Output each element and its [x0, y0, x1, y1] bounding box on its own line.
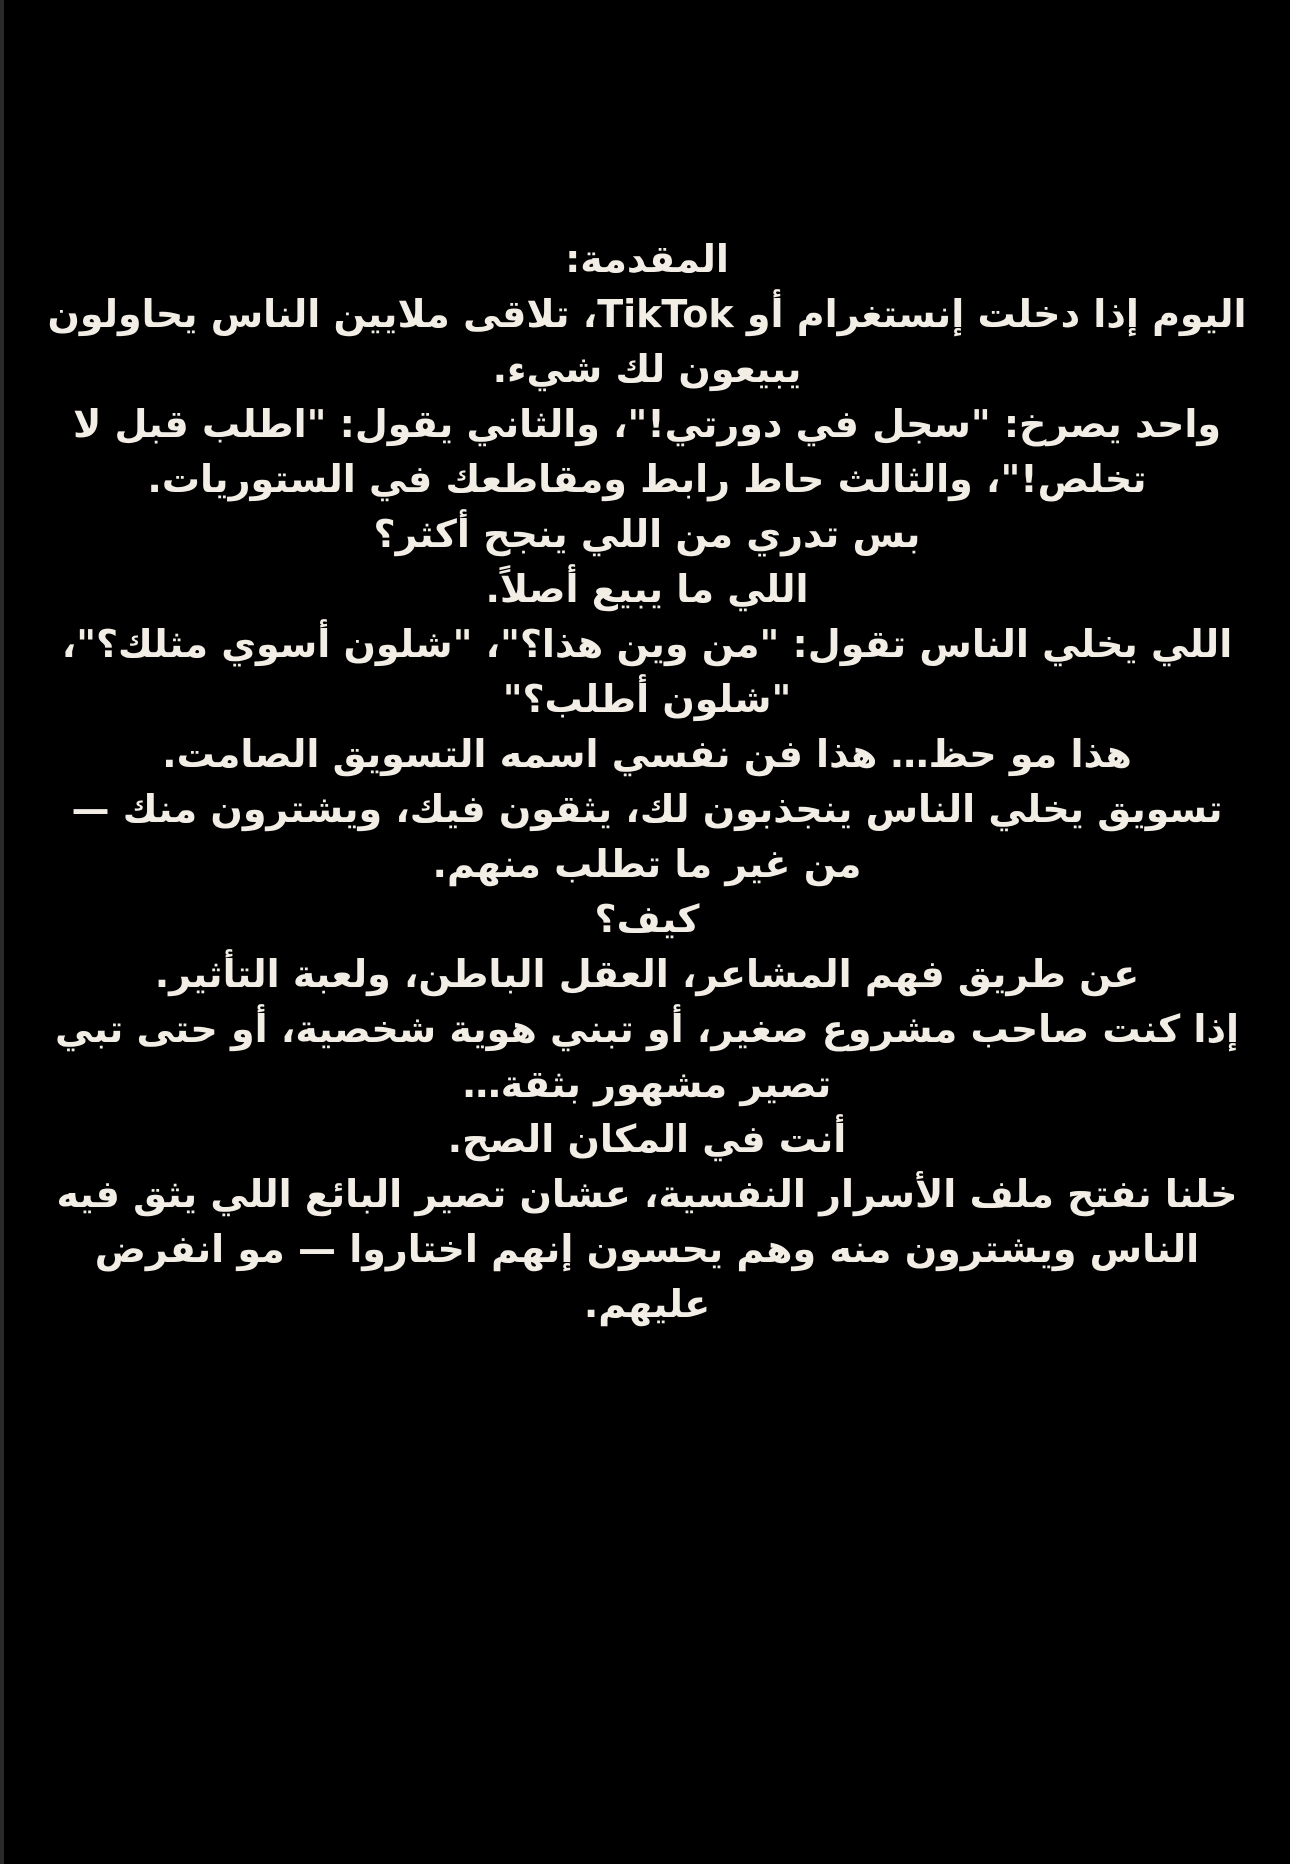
text-paragraph: اللي يخلي الناس تقول: "من وين هذا؟"، "شلون أسوي مثلك؟"، "شلون أطلب؟" — [61, 622, 1233, 721]
text-paragraph: واحد يصرخ: "سجل في دورتي!"، والثاني يقول: "اطلب قبل لا تخلص!"، والثالث حاط رابط ومقاطعك في الستوريات. — [72, 402, 1222, 501]
text-paragraph: خلنا نفتح ملف الأسرار النفسية، عشان تصير البائع اللي يثق فيه الناس ويشترون منه وهم يحسون إنهم اختاروا — مو انفرض عليهم. — [56, 1172, 1238, 1326]
text-paragraph: أنت في المكان الصح. — [447, 1117, 847, 1161]
text-paragraph: عن طريق فهم المشاعر، العقل الباطن، ولعبة التأثير. — [154, 952, 1140, 996]
text-paragraph: اللي ما يبيع أصلاً. — [485, 567, 809, 611]
text-paragraph: كيف؟ — [594, 897, 700, 941]
text-paragraph: تسويق يخلي الناس ينجذبون لك، يثقون فيك، ويشترون منك — من غير ما تطلب منهم. — [71, 787, 1223, 886]
text-paragraph: إذا كنت صاحب مشروع صغير، أو تبني هوية شخصية، أو حتى تبي تصير مشهور بثقة… — [55, 1007, 1239, 1106]
post-text-block — [34, 232, 1260, 1332]
intro-heading: المقدمة: — [565, 237, 729, 281]
text-paragraph: بس تدري من اللي ينجح أكثر؟ — [373, 512, 921, 556]
text-paragraph: هذا مو حظ… هذا فن نفسي اسمه التسويق الصامت. — [162, 732, 1132, 776]
text-paragraph: اليوم إذا دخلت إنستغرام أو TikTok، تلاقى ملايين الناس يحاولون يبيعون لك شيء. — [47, 292, 1247, 391]
